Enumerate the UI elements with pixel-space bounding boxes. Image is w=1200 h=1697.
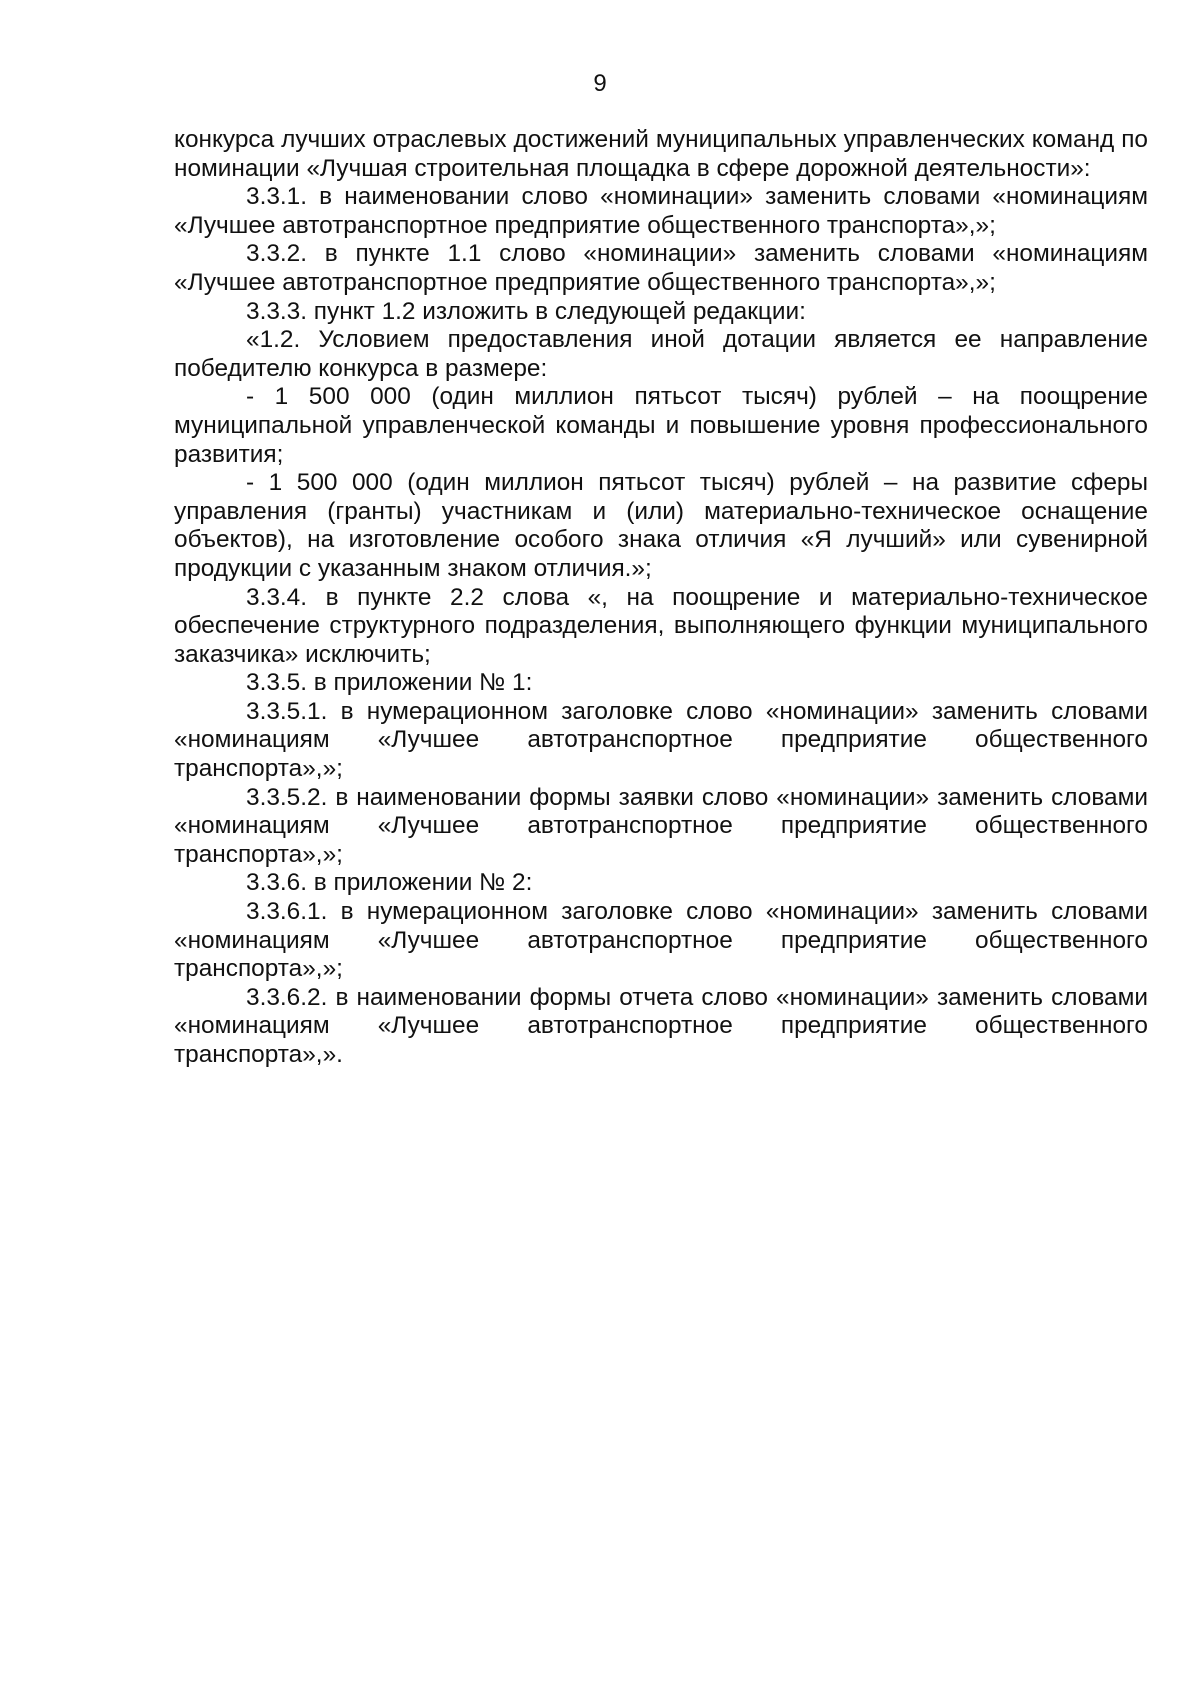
paragraph-3-3-1: 3.3.1. в наименовании слово «номинации» заменить словами «номинациям «Лучшее автотранспортное предприятие общественного транспорта»,»; <box>174 183 1148 239</box>
paragraph-3-3-2: 3.3.2. в пункте 1.1 слово «номинации» заменить словами «номинациям «Лучшее автотранспортное предприятие общественного транспорта»,»; <box>174 240 1148 296</box>
paragraph-3-3-5: 3.3.5. в приложении № 1: <box>246 669 533 697</box>
paragraph-3-3-3: 3.3.3. пункт 1.2 изложить в следующей редакции: <box>246 297 806 325</box>
paragraph-bullet-2: - 1 500 000 (один миллион пятьсот тысяч) рублей – на развитие сферы управления (гранты) участникам и (или) материально-техническое оснащение объектов), на изготовление особого знака отличия «Я лучший» или сувенирной продукции с указанным знаком отличия.»; <box>174 469 1148 582</box>
paragraph-3-3-6: 3.3.6. в приложении № 2: <box>246 869 533 897</box>
paragraph-bullet-1: - 1 500 000 (один миллион пятьсот тысяч) рублей – на поощрение муниципальной управленческой команды и повышение уровня профессионального развития; <box>174 383 1148 468</box>
paragraph-3-3-5-1: 3.3.5.1. в нумерационном заголовке слово «номинации» заменить словами «номинациям «Лучшее автотранспортное предприятие общественного транспорта»,»; <box>174 697 1148 783</box>
paragraph-3-3-6-1: 3.3.6.1. в нумерационном заголовке слово «номинации» заменить словами «номинациям «Лучшее автотранспортное предприятие общественного транспорта»,»; <box>174 898 1148 983</box>
page-number: 9 <box>593 70 607 97</box>
document-body <box>174 126 1148 1070</box>
paragraph-clause-1-2: «1.2. Условием предоставления иной дотации является ее направление победителю конкурса в размере: <box>174 326 1148 382</box>
paragraph-intro: конкурса лучших отраслевых достижений муниципальных управленческих команд по номинации «Лучшая строительная площадка в сфере дорожной деятельности»: <box>174 126 1148 182</box>
paragraph-3-3-4: 3.3.4. в пункте 2.2 слова «, на поощрение и материально-техническое обеспечение структурного подразделения, выполняющего функции муниципального заказчика» исключить; <box>174 583 1148 668</box>
paragraph-3-3-5-2: 3.3.5.2. в наименовании формы заявки слово «номинации» заменить словами «номинациям «Лучшее автотранспортное предприятие общественного транспорта»,»; <box>174 783 1148 868</box>
paragraph-3-3-6-2: 3.3.6.2. в наименовании формы отчета слово «номинации» заменить словами «номинациям «Лучшее автотранспортное предприятие общественного транспорта»,». <box>174 983 1148 1068</box>
